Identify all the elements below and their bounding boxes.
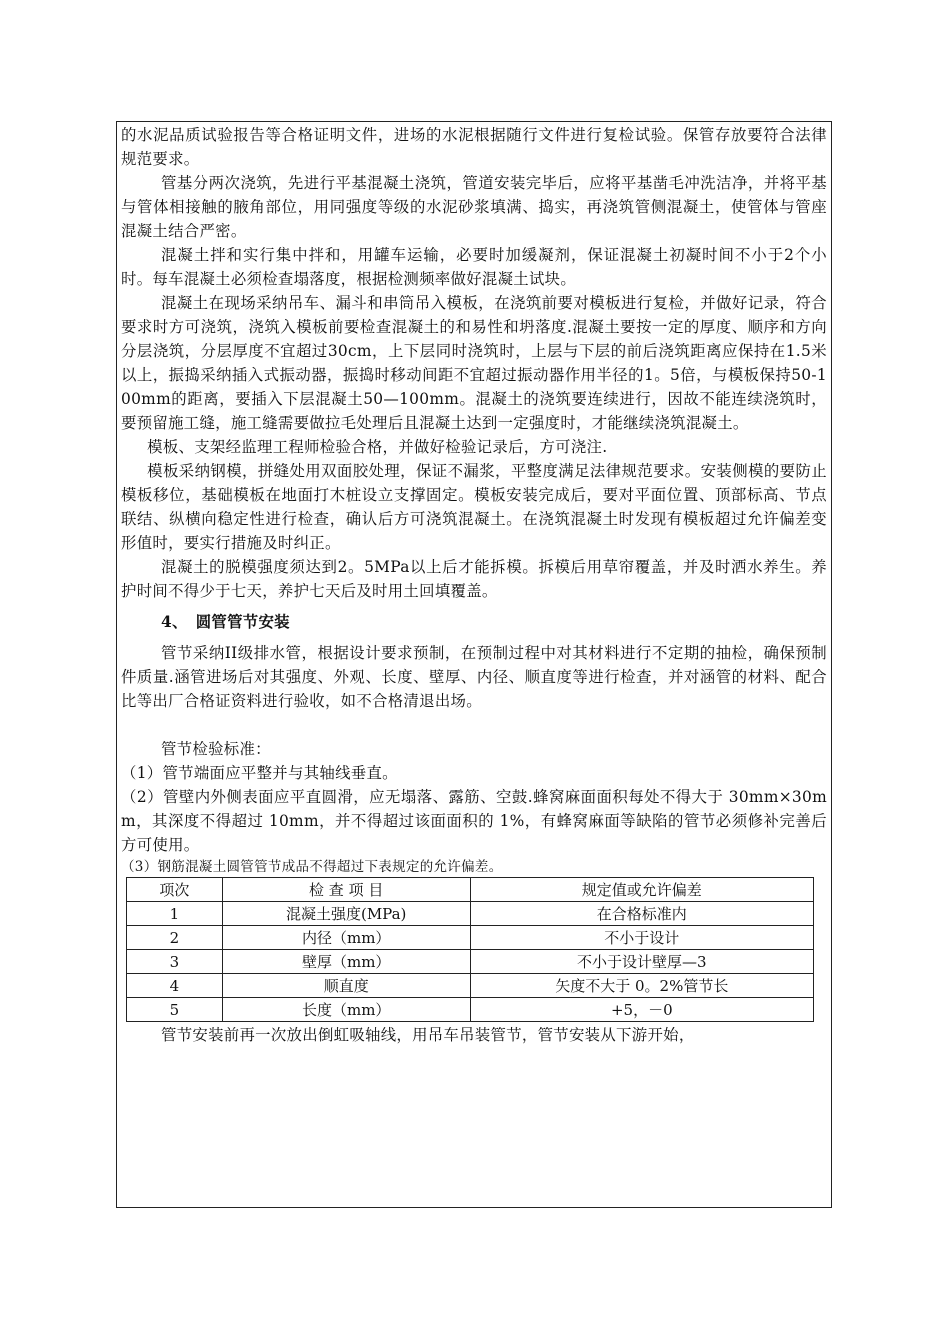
paragraph-pipe-section: 管节采纳II级排水管，根据设计要求预制，在预制过程中对其材料进行不定期的抽检，确保预制件质量.涵管进场后对其强度、外观、长度、壁厚、内径、顺直度等进行检查，并对涵管的材料、配合比等出厂合格证资料进行验收，如不合格清退出场。 — [121, 644, 827, 710]
table-header-cell: 检 查 项 目 — [222, 878, 470, 902]
table-cell: 3 — [127, 950, 223, 974]
table-cell: 4 — [127, 974, 223, 998]
document-body — [121, 123, 827, 1047]
spacer — [121, 713, 827, 737]
table-cell: +5，－0 — [470, 998, 813, 1022]
table-cell: 长度（mm） — [222, 998, 470, 1022]
paragraph-pouring: 混凝土在现场采纳吊车、漏斗和串筒吊入模板，在浇筑前要对模板进行复检，并做好记录，符合要求时方可浇筑，浇筑入模板前要检查混凝土的和易性和坍落度.混凝土要按一定的厚度、顺序和方向分层浇筑，分层厚度不宜超过30cm，上下层同时浇筑时，上层与下层的前后浇筑距离应保持在1.5米以上，振捣采纳插入式振动器，振捣时移动间距不宜超过振动器作用半径的1。5倍，与模板保持50-100mm的距离，要插入下层混凝土50—100mm。混凝土的浇筑要连续进行，因故不能连续浇筑时，要预留施工缝，施工缝需要做拉毛处理后且混凝土达到一定强度时，才能继续浇筑混凝土。 — [121, 294, 827, 432]
paragraph-pipe-base: 管基分两次浇筑，先进行平基混凝土浇筑，管道安装完毕后，应将平基凿毛冲洗洁净，并将平基与管体相接触的腋角部位，用同强度等级的水泥砂浆填满、捣实，再浇筑管侧混凝土，使管体与管座混凝土结合严密。 — [121, 174, 827, 240]
tolerance-table — [126, 877, 814, 1022]
table-cell: 5 — [127, 998, 223, 1022]
paragraph-installation: 管节安装前再一次放出倒虹吸轴线，用吊车吊装管节，管节安装从下游开始， — [161, 1026, 695, 1044]
table-row — [127, 998, 814, 1022]
table-cell: 不小于设计壁厚—3 — [470, 950, 813, 974]
inspection-item-1: （1）管节端面应平整并与其轴线垂直。 — [121, 764, 398, 782]
paragraph-steel-formwork: 模板采纳钢模，拼缝处用双面胶处理，保证不漏浆，平整度满足法律规范要求。安装侧模的要防止模板移位，基础模板在地面打木桩设立支撑固定。模板安装完成后，要对平面位置、顶部标高、节点联结、纵横向稳定性进行检查，确认后方可浇筑混凝土。在浇筑混凝土时发现有模板超过允许偏差变形值时，要实行措施及时纠正。 — [121, 462, 827, 552]
table-header-cell: 规定值或允许偏差 — [470, 878, 813, 902]
table-header-row — [127, 878, 814, 902]
paragraph-inspection-formwork: 模板、支架经监理工程师检验合格，并做好检验记录后，方可浇注. — [147, 438, 608, 456]
table-cell: 1 — [127, 902, 223, 926]
table-row — [127, 974, 814, 998]
table-cell: 不小于设计 — [470, 926, 813, 950]
paragraph-demolding: 混凝土的脱模强度须达到2。5MPa以上后才能拆模。拆模后用草帘覆盖，并及时洒水养生。养护时间不得少于七天，养护七天后及时用土回填覆盖。 — [121, 558, 827, 600]
section-heading: 4、 圆管管节安装 — [161, 613, 290, 631]
table-cell: 矢度不大于 0。2%管节长 — [470, 974, 813, 998]
table-cell: 顺直度 — [222, 974, 470, 998]
table-row — [127, 950, 814, 974]
table-caption: （3）钢筋混凝土圆管管节成品不得超过下表规定的允许偏差。 — [121, 859, 503, 875]
paragraph-mixing: 混凝土拌和实行集中拌和，用罐车运输，必要时加缓凝剂，保证混凝土初凝时间不小于2个小时。每车混凝土必须检查塌落度，根据检测频率做好混凝土试块。 — [121, 246, 827, 288]
paragraph-cement: 的水泥品质试验报告等合格证明文件，进场的水泥根据随行文件进行复检试验。保管存放要符合法律规范要求。 — [121, 126, 827, 168]
table-cell: 在合格标准内 — [470, 902, 813, 926]
table-cell: 2 — [127, 926, 223, 950]
table-cell: 内径（mm） — [222, 926, 470, 950]
table-header-cell: 项次 — [127, 878, 223, 902]
table-cell: 混凝土强度(MPa) — [222, 902, 470, 926]
table-row — [127, 926, 814, 950]
table-cell: 壁厚（mm） — [222, 950, 470, 974]
inspection-item-2: （2）管壁内外侧表面应平直圆滑，应无塌落、露筋、空鼓.蜂窝麻面面积每处不得大于 30mm×30mm，其深度不得超过 10mm，并不得超过该面面积的 1%，有蜂窝麻面等缺陷的管节必须修补完善后方可使用。 — [121, 788, 827, 854]
inspection-title: 管节检验标准： — [161, 740, 271, 758]
table-row — [127, 902, 814, 926]
